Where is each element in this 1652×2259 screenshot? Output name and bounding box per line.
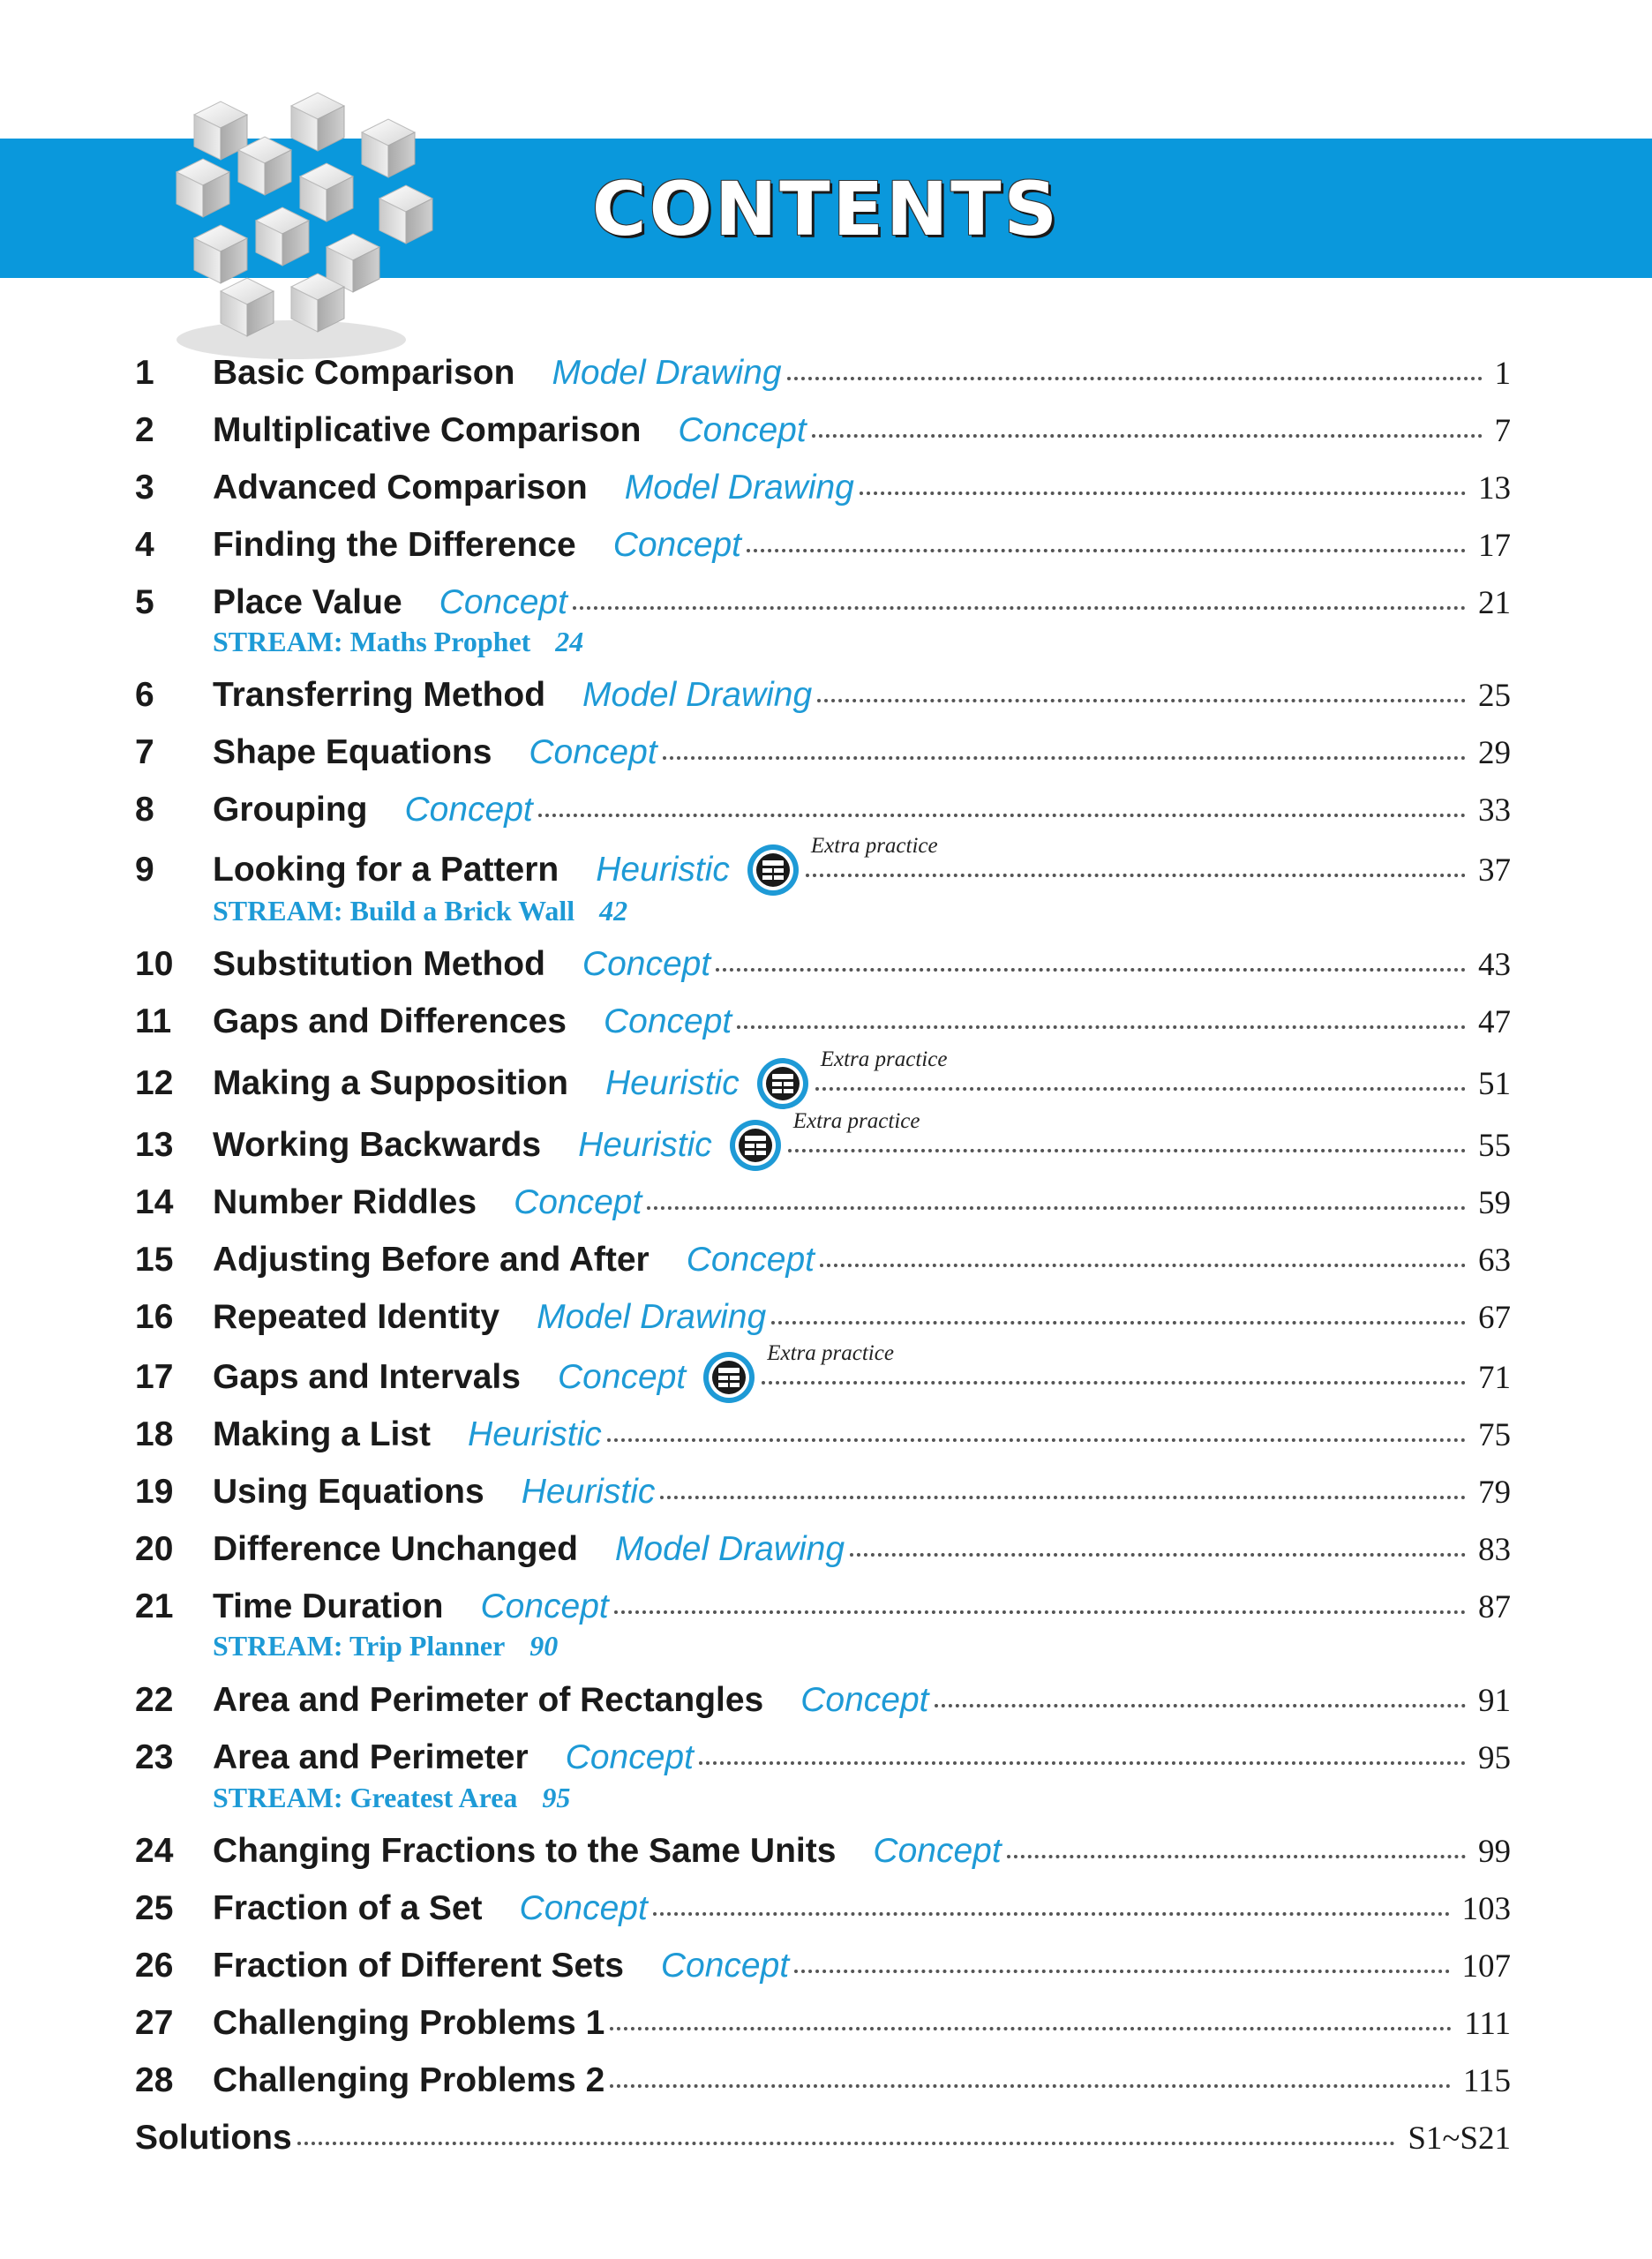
toc-line <box>213 1523 1511 1576</box>
dot-leader <box>794 1970 1449 1973</box>
page-number: 59 <box>1478 1184 1511 1221</box>
chapter-number: 19 <box>135 1473 174 1511</box>
toc-entry-13[interactable] <box>0 1109 1652 1172</box>
chapter-method-tag: Concept <box>582 945 711 983</box>
toc-line <box>213 2054 1511 2107</box>
extra-practice-icon <box>746 843 800 897</box>
chapter-method-tag: Heuristic <box>605 1064 740 1102</box>
toc-entry-18[interactable] <box>0 1408 1652 1461</box>
chapter-number: 23 <box>135 1738 174 1776</box>
toc-entry-21[interactable] <box>0 1580 1652 1633</box>
dot-leader <box>850 1553 1466 1557</box>
toc-entry-3[interactable] <box>0 462 1652 514</box>
chapter-number: 18 <box>135 1415 174 1453</box>
toc-entry-11[interactable] <box>0 995 1652 1048</box>
page-number: 25 <box>1478 677 1511 714</box>
page-number: 87 <box>1478 1588 1511 1625</box>
chapter-title: Difference Unchanged <box>213 1530 578 1568</box>
page-number: 1 <box>1494 355 1511 392</box>
chapter-method-tag: Concept <box>873 1832 1002 1870</box>
page-number: 47 <box>1478 1003 1511 1040</box>
toc-line <box>213 1466 1511 1519</box>
dot-leader <box>653 1912 1450 1916</box>
extra-practice-icon <box>702 1350 756 1405</box>
dot-leader <box>1007 1855 1466 1858</box>
chapter-method-tag: Concept <box>519 1889 648 1927</box>
page-number: 7 <box>1494 412 1511 449</box>
chapter-title: Gaps and Intervals <box>213 1358 521 1396</box>
toc-line <box>213 1408 1511 1461</box>
chapter-number: 17 <box>135 1358 174 1396</box>
chapter-title: Challenging Problems 2 <box>213 2061 605 2099</box>
chapter-title: Fraction of a Set <box>213 1889 483 1927</box>
toc-line <box>213 995 1511 1048</box>
stream-page-number: 95 <box>542 1782 571 1813</box>
chapter-number: 10 <box>135 945 174 983</box>
chapter-title: Time Duration <box>213 1587 444 1625</box>
chapter-method-tag: Concept <box>800 1681 929 1719</box>
dot-leader <box>716 968 1466 972</box>
chapter-method-tag: Concept <box>557 1358 687 1396</box>
stream-title: STREAM: Trip Planner <box>213 1630 506 1662</box>
chapter-method-tag: Model Drawing <box>582 676 813 714</box>
chapter-title: Making a Supposition <box>213 1064 569 1102</box>
extra-practice-icon <box>728 1118 783 1173</box>
dot-leader <box>647 1206 1466 1210</box>
toc-line <box>213 1341 1511 1404</box>
toc-entry-28[interactable] <box>0 2054 1652 2107</box>
chapter-number: 15 <box>135 1241 174 1279</box>
extra-practice-badge[interactable] <box>746 834 938 897</box>
dot-leader <box>815 1087 1466 1091</box>
toc-entry-8[interactable] <box>0 784 1652 837</box>
toc-entry-14[interactable] <box>0 1176 1652 1229</box>
dot-leader <box>860 492 1466 495</box>
stream-activity[interactable] <box>213 624 583 659</box>
chapter-method-tag: Concept <box>612 526 741 564</box>
extra-practice-icon <box>755 1056 810 1111</box>
toc-entry-25[interactable] <box>0 1882 1652 1935</box>
dot-leader <box>573 606 1466 610</box>
dot-leader <box>607 1438 1466 1442</box>
chapter-title: Area and Perimeter of Rectangles <box>213 1681 764 1719</box>
chapter-method-tag: Model Drawing <box>624 469 854 507</box>
page-number: 63 <box>1478 1242 1511 1279</box>
chapter-title: Adjusting Before and After <box>213 1241 650 1279</box>
chapter-title: Shape Equations <box>213 733 492 771</box>
extra-practice-label: Extra practice <box>792 1109 920 1133</box>
chapter-method-tag: Concept <box>480 1587 609 1625</box>
toc-line <box>213 1291 1511 1344</box>
chapter-method-tag: Heuristic <box>521 1473 656 1511</box>
page-number: 17 <box>1478 527 1511 564</box>
toc-entry-5[interactable] <box>0 576 1652 629</box>
toc-entry-16[interactable] <box>0 1291 1652 1344</box>
chapter-method-tag: Concept <box>603 1002 732 1040</box>
chapter-title: Repeated Identity <box>213 1298 500 1336</box>
chapter-number: 20 <box>135 1530 174 1568</box>
page-number: 51 <box>1478 1065 1511 1102</box>
page-number: 103 <box>1461 1890 1511 1927</box>
stream-title: STREAM: Greatest Area <box>213 1782 518 1813</box>
chapter-method-tag: Model Drawing <box>614 1530 845 1568</box>
chapter-number: 28 <box>135 2061 174 2099</box>
chapter-number: 11 <box>135 1002 172 1040</box>
toc-entry-15[interactable] <box>0 1234 1652 1287</box>
chapter-method-tag: Concept <box>514 1183 642 1221</box>
dot-leader <box>935 1704 1467 1707</box>
toc-line <box>213 1731 1511 1784</box>
toc-line <box>213 1047 1511 1110</box>
chapter-title: Number Riddles <box>213 1183 477 1221</box>
page-number: 21 <box>1478 584 1511 621</box>
chapter-number: 14 <box>135 1183 174 1221</box>
chapter-title: Fraction of Different Sets <box>213 1947 624 1985</box>
chapter-title: Using Equations <box>213 1473 484 1511</box>
dot-leader <box>297 2142 1396 2145</box>
dot-leader <box>538 814 1466 817</box>
chapter-method-tag: Heuristic <box>578 1126 712 1164</box>
chapter-number: 4 <box>135 526 154 564</box>
dot-leader <box>610 2084 1451 2088</box>
chapter-title: Gaps and Differences <box>213 1002 567 1040</box>
toc-entry-22[interactable] <box>0 1674 1652 1727</box>
chapter-title: Challenging Problems 1 <box>213 2004 605 2042</box>
toc-line <box>135 2112 1511 2165</box>
toc-entry-17[interactable] <box>0 1341 1652 1404</box>
chapter-method-tag: Heuristic <box>596 851 730 889</box>
stream-page-number: 24 <box>555 626 584 657</box>
chapter-method-tag: Concept <box>678 411 807 449</box>
dot-leader <box>812 434 1483 438</box>
toc-entry-20[interactable] <box>0 1523 1652 1576</box>
chapter-title: Advanced Comparison <box>213 469 588 507</box>
dot-leader <box>699 1761 1466 1765</box>
chapter-title: Grouping <box>213 791 368 829</box>
chapter-method-tag: Concept <box>660 1947 790 1985</box>
dot-leader <box>817 699 1466 702</box>
chapter-title: Making a List <box>213 1415 432 1453</box>
chapter-title: Substitution Method <box>213 945 545 983</box>
toc-line <box>213 1234 1511 1287</box>
toc-line <box>213 1176 1511 1229</box>
chapter-title: Finding the Difference <box>213 526 576 564</box>
toc-entry-23[interactable] <box>0 1731 1652 1784</box>
chapter-number: 1 <box>135 354 154 392</box>
chapter-number: 2 <box>135 411 154 449</box>
toc-line <box>213 834 1511 897</box>
dot-leader <box>806 874 1466 877</box>
page-number: 43 <box>1478 946 1511 983</box>
chapter-method-tag: Model Drawing <box>537 1298 767 1336</box>
toc-line <box>213 938 1511 991</box>
stream-page-number: 42 <box>599 895 628 927</box>
page-number: 71 <box>1478 1359 1511 1396</box>
toc-entry-solutions[interactable] <box>0 2112 1652 2165</box>
page-number: 79 <box>1478 1474 1511 1511</box>
toc-line <box>213 784 1511 837</box>
chapter-number: 5 <box>135 583 154 621</box>
page-number: 83 <box>1478 1531 1511 1568</box>
toc-line <box>213 1825 1511 1878</box>
toc-line <box>213 1940 1511 1993</box>
toc-entry-4[interactable] <box>0 519 1652 572</box>
toc-line <box>213 1580 1511 1633</box>
toc-line <box>213 519 1511 572</box>
extra-practice-label: Extra practice <box>820 1047 948 1071</box>
stream-activity[interactable] <box>213 893 627 928</box>
extra-practice-label: Extra practice <box>810 834 938 858</box>
dot-leader <box>771 1321 1466 1325</box>
dot-leader <box>788 1149 1466 1152</box>
chapter-number: 16 <box>135 1298 174 1336</box>
dot-leader <box>820 1264 1466 1267</box>
chapter-number: 13 <box>135 1126 174 1164</box>
toc-line <box>213 1109 1511 1172</box>
toc-line <box>213 726 1511 779</box>
chapter-number: 24 <box>135 1832 174 1870</box>
toc-entry-6[interactable] <box>0 669 1652 722</box>
chapter-number: 6 <box>135 676 154 714</box>
toc-line <box>213 1997 1511 2050</box>
dot-leader <box>663 756 1466 760</box>
chapter-number: 8 <box>135 791 154 829</box>
page-number: 111 <box>1464 2005 1511 2042</box>
page-number: 13 <box>1478 469 1511 507</box>
toc-entry-26[interactable] <box>0 1940 1652 1993</box>
chapter-title: Place Value <box>213 583 402 621</box>
toc-line <box>213 1674 1511 1727</box>
toc-line <box>213 1882 1511 1935</box>
chapter-number: 26 <box>135 1947 174 1985</box>
toc-line <box>213 669 1511 722</box>
dot-leader <box>747 549 1466 552</box>
chapter-method-tag: Concept <box>404 791 533 829</box>
dot-leader <box>737 1025 1466 1029</box>
page-number: 99 <box>1478 1833 1511 1870</box>
stream-title: STREAM: Maths Prophet <box>213 626 531 657</box>
chapter-number: 25 <box>135 1889 174 1927</box>
extra-practice-badge[interactable] <box>755 1047 948 1111</box>
page-number: 115 <box>1462 2062 1511 2099</box>
toc-line <box>213 576 1511 629</box>
extra-practice-label: Extra practice <box>767 1341 894 1365</box>
toc-entry-19[interactable] <box>0 1466 1652 1519</box>
page-number: 75 <box>1478 1416 1511 1453</box>
chapter-number: 27 <box>135 2004 174 2042</box>
chapter-method-tag: Model Drawing <box>552 354 782 392</box>
chapter-number: 22 <box>135 1681 174 1719</box>
solutions-title: Solutions <box>135 2119 292 2157</box>
page-number: 95 <box>1478 1739 1511 1776</box>
toc-line <box>213 462 1511 514</box>
toc-entry-1[interactable] <box>0 347 1652 400</box>
chapter-number: 3 <box>135 469 154 507</box>
stream-activity[interactable] <box>213 1780 570 1815</box>
page-number: 33 <box>1478 792 1511 829</box>
stream-activity[interactable] <box>213 1628 558 1663</box>
page-number: 67 <box>1478 1299 1511 1336</box>
page-title: CONTENTS <box>591 166 1061 252</box>
dot-leader <box>762 1381 1466 1385</box>
chapter-number: 12 <box>135 1064 174 1102</box>
toc-entry-27[interactable] <box>0 1997 1652 2050</box>
toc-entry-2[interactable] <box>0 404 1652 457</box>
extra-practice-badge[interactable] <box>702 1341 894 1405</box>
dot-leader <box>614 1610 1466 1614</box>
toc-line <box>213 404 1511 457</box>
toc-entry-9[interactable] <box>0 834 1652 897</box>
toc-entry-7[interactable] <box>0 726 1652 779</box>
chapter-number: 21 <box>135 1587 174 1625</box>
chapter-method-tag: Concept <box>686 1241 815 1279</box>
dot-leader <box>660 1496 1466 1499</box>
chapter-method-tag: Heuristic <box>468 1415 602 1453</box>
toc-line <box>213 347 1511 400</box>
toc-entry-10[interactable] <box>0 938 1652 991</box>
chapter-method-tag: Concept <box>529 733 657 771</box>
stream-page-number: 90 <box>529 1630 559 1662</box>
dot-leader <box>610 2027 1452 2030</box>
stream-title: STREAM: Build a Brick Wall <box>213 895 575 927</box>
chapter-title: Multiplicative Comparison <box>213 411 642 449</box>
dot-leader <box>787 377 1483 380</box>
toc-entry-12[interactable] <box>0 1047 1652 1110</box>
page-number: 37 <box>1478 852 1511 889</box>
toc-entry-24[interactable] <box>0 1825 1652 1878</box>
chapter-title: Looking for a Pattern <box>213 851 559 889</box>
chapter-title: Transferring Method <box>213 676 546 714</box>
chapter-title: Working Backwards <box>213 1126 542 1164</box>
chapter-method-tag: Concept <box>439 583 567 621</box>
chapter-title: Changing Fractions to the Same Units <box>213 1832 837 1870</box>
page-number: 29 <box>1478 734 1511 771</box>
chapter-title: Area and Perimeter <box>213 1738 529 1776</box>
page-number: 107 <box>1461 1948 1511 1985</box>
chapter-method-tag: Concept <box>565 1738 694 1776</box>
chapter-number: 7 <box>135 733 154 771</box>
extra-practice-badge[interactable] <box>728 1109 920 1173</box>
page-number: 91 <box>1478 1682 1511 1719</box>
page-number: 55 <box>1478 1127 1511 1164</box>
solutions-page-range: S1~S21 <box>1408 2120 1511 2157</box>
chapter-title: Basic Comparison <box>213 354 515 392</box>
chapter-number: 9 <box>135 851 154 889</box>
